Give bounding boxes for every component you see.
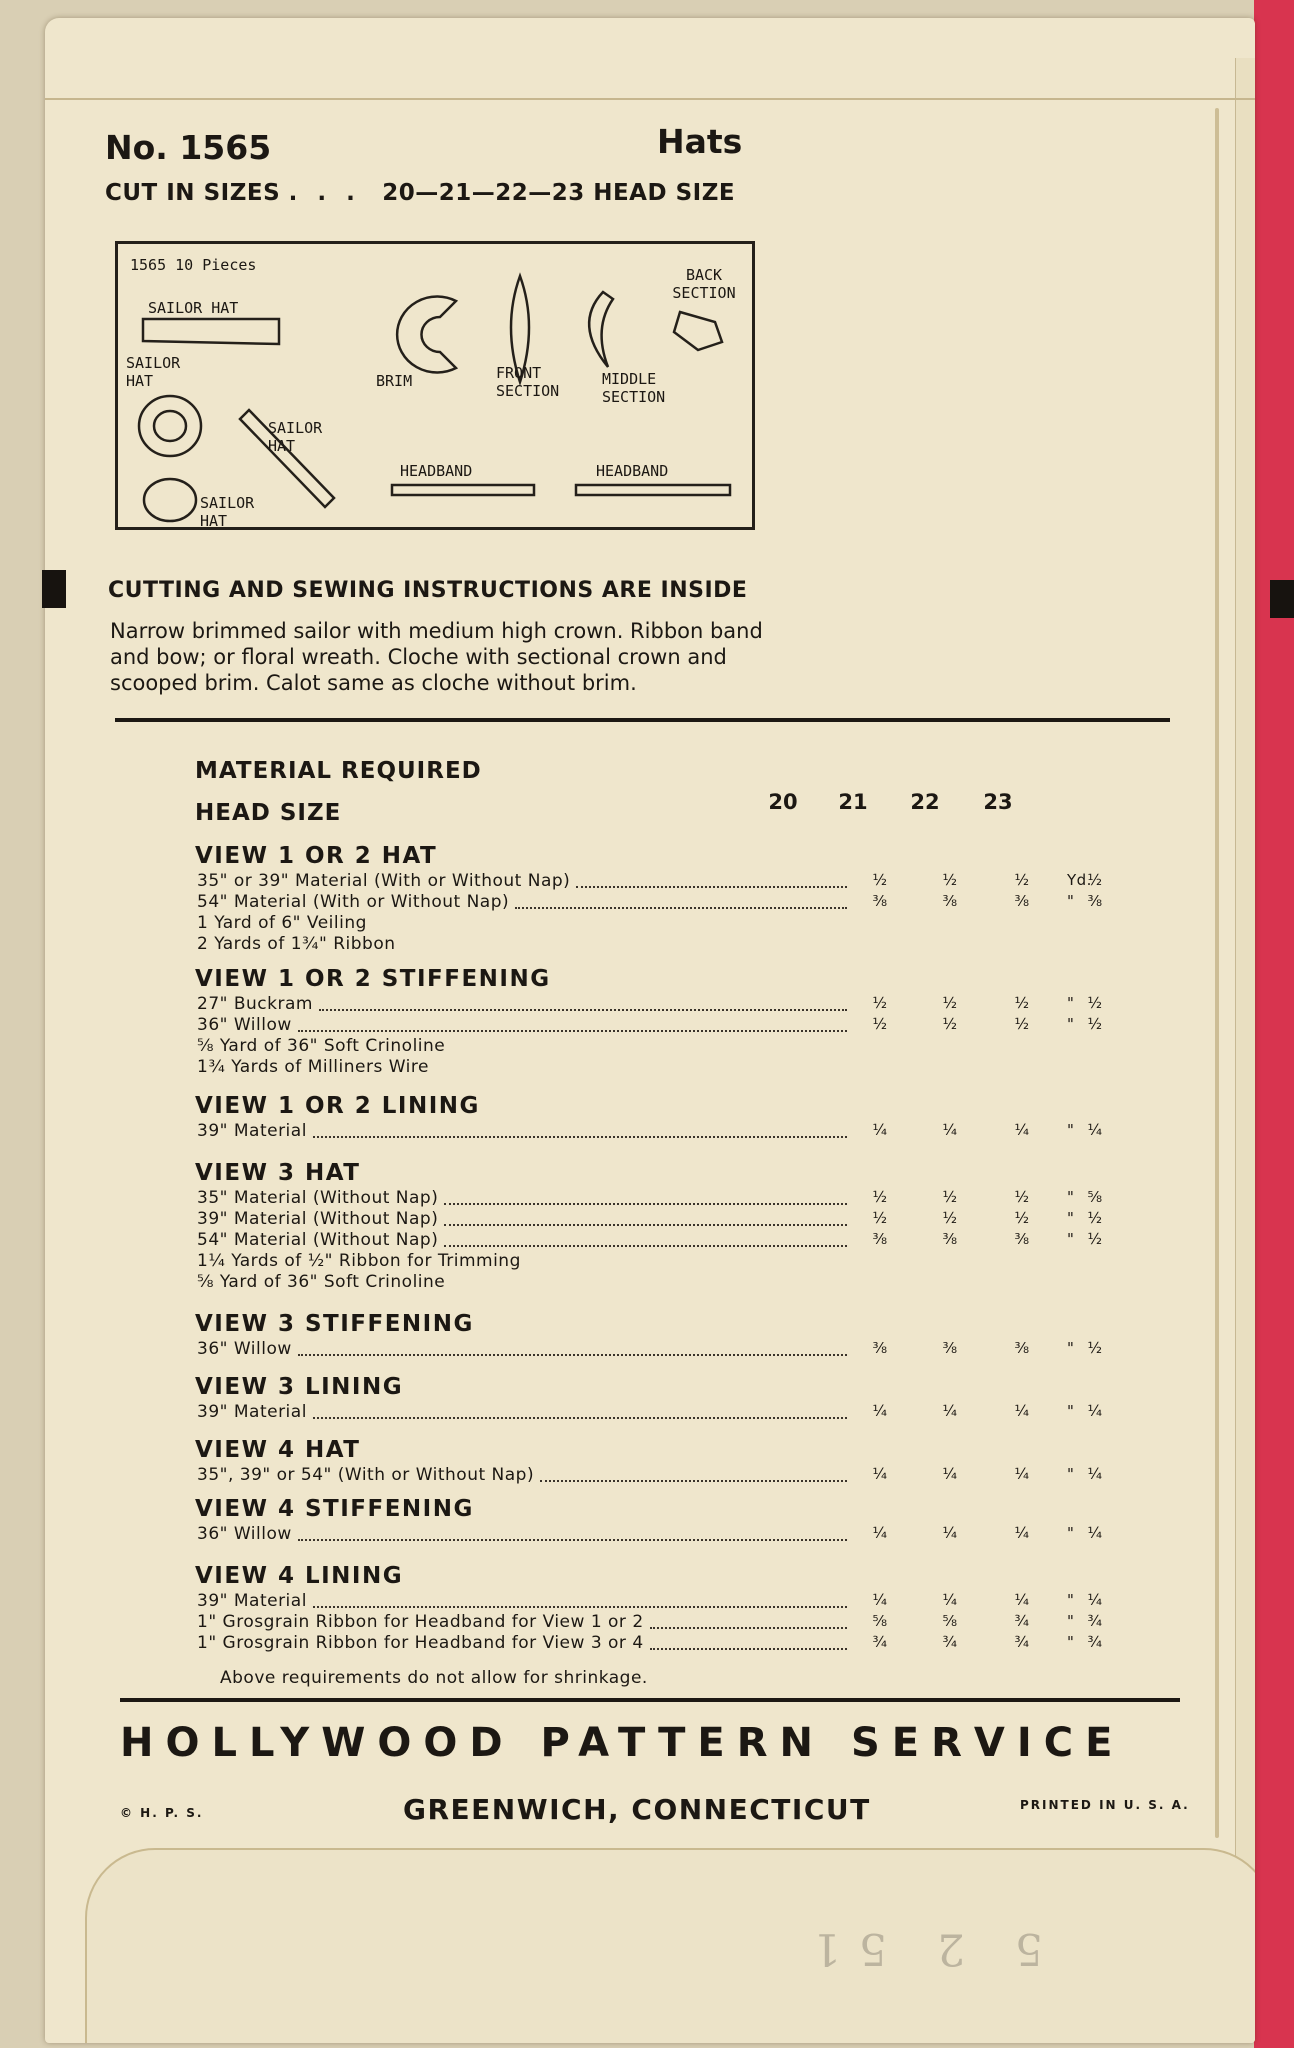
size-value: ⅜ — [872, 892, 888, 910]
section-title: VIEW 1 OR 2 HAT — [195, 843, 438, 869]
unit: " — [1067, 1188, 1075, 1206]
size-value: ⅜ — [872, 1339, 888, 1357]
material-row — [197, 1251, 1157, 1271]
size-value: ¼ — [872, 1402, 888, 1420]
size-value: ¼ — [872, 1465, 888, 1483]
back-section-shape — [674, 312, 722, 350]
size-value: ½ — [942, 1188, 958, 1206]
size-value: ¼ — [1087, 1591, 1103, 1609]
material-row — [197, 1524, 1157, 1544]
size-value: ½ — [1014, 1188, 1030, 1206]
size-value: ½ — [942, 1209, 958, 1227]
material-row — [197, 994, 1157, 1014]
material-item: 39" Material — [197, 1591, 307, 1611]
material-item: 35" or 39" Material (With or Without Nap) — [197, 871, 571, 891]
dot-leader — [650, 1627, 847, 1629]
cut-in-sizes-label: CUT IN SIZES — [105, 180, 281, 206]
material-item: 27" Buckram — [197, 994, 313, 1014]
size-value: ¼ — [1087, 1402, 1103, 1420]
dot-leader — [313, 1136, 847, 1138]
size-value: ½ — [1087, 1339, 1103, 1357]
middle-section-shape — [589, 292, 613, 367]
size-value: ¾ — [872, 1633, 888, 1651]
unit: Yd. — [1067, 871, 1092, 889]
size-value: ¾ — [942, 1633, 958, 1651]
dot-leader — [298, 1030, 847, 1032]
company-city: GREENWICH, CONNECTICUT — [403, 1793, 871, 1826]
size-value: ¼ — [872, 1121, 888, 1139]
size-column-20: 20 — [768, 790, 798, 814]
size-value: ½ — [872, 1015, 888, 1033]
company-name: HOLLYWOOD PATTERN SERVICE — [120, 1720, 1125, 1766]
piece-label: SAILOR HAT — [126, 354, 181, 390]
unit: " — [1067, 1465, 1075, 1483]
material-item: 39" Material (Without Nap) — [197, 1209, 439, 1229]
faded-date-stamp: 5 2 51 — [795, 1923, 1043, 1974]
section-title: VIEW 4 HAT — [195, 1437, 361, 1463]
dot-leader — [313, 1606, 847, 1608]
size-value: ⅜ — [1014, 892, 1030, 910]
material-item: 36" Willow — [197, 1339, 292, 1359]
sizes-line — [105, 180, 735, 206]
size-value: ¼ — [872, 1524, 888, 1542]
size-column-23: 23 — [983, 790, 1013, 814]
dot-leader — [576, 886, 847, 888]
unit: " — [1067, 1612, 1075, 1630]
size-value: ¼ — [1087, 1465, 1103, 1483]
sailor-hat-crown-shape — [144, 479, 196, 521]
material-item: 1¾ Yards of Milliners Wire — [197, 1057, 429, 1077]
material-required-title: MATERIAL REQUIRED — [195, 758, 482, 784]
size-value: ½ — [1087, 1230, 1103, 1248]
dot-leader: . . . — [288, 180, 361, 206]
dot-leader — [650, 1648, 847, 1650]
unit: " — [1067, 1209, 1075, 1227]
size-value: ½ — [1087, 871, 1103, 889]
size-value: ½ — [872, 994, 888, 1012]
material-item: 1 Yard of 6" Veiling — [197, 913, 367, 933]
divider-top — [115, 718, 1170, 722]
material-row — [197, 1402, 1157, 1422]
section-title: VIEW 3 LINING — [195, 1374, 404, 1400]
material-item: 2 Yards of 1¾" Ribbon — [197, 934, 396, 954]
size-column-22: 22 — [910, 790, 940, 814]
material-row — [197, 892, 1157, 912]
material-row — [197, 934, 1157, 954]
size-value: ½ — [942, 1015, 958, 1033]
piece-label: HEADBAND — [400, 462, 473, 480]
dot-leader — [313, 1417, 847, 1419]
material-row — [197, 1612, 1157, 1632]
pattern-description: Narrow brimmed sailor with medium high crown. Ribbon band and bow; or floral wreath. Cloche with sectional crown and scooped brim. Calot same as cloche without brim. — [110, 619, 763, 695]
material-item: ⅝ Yard of 36" Soft Crinoline — [197, 1036, 446, 1056]
material-item: 39" Material — [197, 1121, 307, 1141]
size-value: ¼ — [942, 1402, 958, 1420]
dot-leader — [515, 907, 847, 909]
size-value: ¼ — [1014, 1591, 1030, 1609]
unit: " — [1067, 1121, 1075, 1139]
size-value: ¼ — [942, 1465, 958, 1483]
envelope-back-panel — [1235, 58, 1255, 2043]
unit: " — [1067, 1339, 1075, 1357]
size-value: ¾ — [1014, 1633, 1030, 1651]
size-value: ½ — [1087, 994, 1103, 1012]
material-item: 36" Willow — [197, 1524, 292, 1544]
size-value: ½ — [1014, 871, 1030, 889]
sailor-hat-band-shape — [143, 319, 279, 344]
sailor-hat-brim-shape — [139, 396, 201, 456]
dot-leader — [444, 1245, 847, 1247]
pattern-category: Hats — [657, 122, 743, 161]
size-value: ½ — [872, 1188, 888, 1206]
size-value: ⅜ — [872, 1230, 888, 1248]
dot-leader — [298, 1354, 847, 1356]
registration-mark-right — [1270, 580, 1294, 618]
size-value: ¼ — [1014, 1402, 1030, 1420]
headband-shape-1 — [392, 485, 534, 495]
material-row — [197, 1188, 1157, 1208]
size-value: ½ — [1014, 1015, 1030, 1033]
piece-label: SAILOR HAT — [200, 494, 255, 530]
dot-leader — [298, 1539, 847, 1541]
material-row — [197, 1591, 1157, 1611]
unit: " — [1067, 1591, 1075, 1609]
material-row — [197, 1121, 1157, 1141]
material-row — [197, 1209, 1157, 1229]
envelope-flap-edge — [1215, 108, 1219, 1838]
section-title: VIEW 3 STIFFENING — [195, 1311, 474, 1337]
piece-label: MIDDLE SECTION — [602, 370, 666, 406]
size-value: ¼ — [1087, 1524, 1103, 1542]
unit: " — [1067, 994, 1075, 1012]
copyright: © H. P. S. — [120, 1806, 204, 1820]
size-value: ¼ — [1087, 1121, 1103, 1139]
sizes-range: 20—21—22—23 HEAD SIZE — [382, 180, 736, 206]
size-value: ½ — [1087, 1015, 1103, 1033]
size-value: ¾ — [1087, 1633, 1103, 1651]
size-value: ⅝ — [1087, 1188, 1103, 1206]
unit: " — [1067, 892, 1075, 910]
pattern-number: No. 1565 — [105, 128, 272, 167]
dot-leader — [444, 1203, 847, 1205]
material-item: 1" Grosgrain Ribbon for Headband for View 1 or 2 — [197, 1612, 644, 1632]
red-envelope-edge — [1254, 0, 1294, 2048]
material-item: 54" Material (Without Nap) — [197, 1230, 439, 1250]
material-row — [197, 913, 1157, 933]
size-value: ⅜ — [942, 892, 958, 910]
section-title: VIEW 4 STIFFENING — [195, 1496, 474, 1522]
material-row — [197, 1339, 1157, 1359]
section-title: VIEW 1 OR 2 LINING — [195, 1093, 480, 1119]
material-row — [197, 1230, 1157, 1250]
material-item: 1" Grosgrain Ribbon for Headband for View 3 or 4 — [197, 1633, 644, 1653]
pattern-pieces-diagram — [115, 241, 755, 530]
size-value: ¾ — [1087, 1612, 1103, 1630]
size-value: ⅜ — [1087, 892, 1103, 910]
size-value: ¼ — [1014, 1121, 1030, 1139]
size-value: ⅜ — [942, 1339, 958, 1357]
size-value: ½ — [1014, 1209, 1030, 1227]
size-value: ½ — [1014, 994, 1030, 1012]
section-title: VIEW 1 OR 2 STIFFENING — [195, 966, 551, 992]
piece-label: SAILOR HAT — [268, 419, 323, 455]
material-row — [197, 1465, 1157, 1485]
size-value: ½ — [942, 994, 958, 1012]
dot-leader — [540, 1480, 847, 1482]
printed-in-usa: PRINTED IN U. S. A. — [1020, 1798, 1190, 1812]
size-value: ¾ — [1014, 1612, 1030, 1630]
size-value: ¼ — [872, 1591, 888, 1609]
section-title: VIEW 4 LINING — [195, 1563, 404, 1589]
piece-label: FRONT SECTION — [496, 364, 560, 400]
material-item: 39" Material — [197, 1402, 307, 1422]
divider-bottom — [120, 1698, 1180, 1702]
size-value: ⅜ — [942, 1230, 958, 1248]
size-value: ⅝ — [872, 1612, 888, 1630]
material-item: 54" Material (With or Without Nap) — [197, 892, 510, 912]
registration-mark-left — [42, 570, 66, 608]
pattern-envelope — [45, 18, 1255, 2043]
size-column-21: 21 — [838, 790, 868, 814]
material-row — [197, 871, 1157, 891]
size-value: ½ — [942, 871, 958, 889]
material-row — [197, 1057, 1157, 1077]
envelope-flap-top — [45, 98, 1255, 100]
material-item: 36" Willow — [197, 1015, 292, 1035]
size-value: ⅜ — [1014, 1339, 1030, 1357]
size-value: ¼ — [1014, 1465, 1030, 1483]
size-value: ⅜ — [1014, 1230, 1030, 1248]
piece-label: BRIM — [376, 372, 413, 390]
material-item: 35", 39" or 54" (With or Without Nap) — [197, 1465, 535, 1485]
material-row — [197, 1036, 1157, 1056]
section-title: VIEW 3 HAT — [195, 1160, 361, 1186]
instructions-title: CUTTING AND SEWING INSTRUCTIONS ARE INSIDE — [108, 578, 748, 603]
material-row — [197, 1015, 1157, 1035]
material-item: 35" Material (Without Nap) — [197, 1188, 439, 1208]
size-value: ¼ — [942, 1524, 958, 1542]
unit: " — [1067, 1633, 1075, 1651]
pieces-caption: 1565 10 Pieces — [130, 256, 257, 274]
material-item: ⅝ Yard of 36" Soft Crinoline — [197, 1272, 446, 1292]
unit: " — [1067, 1402, 1075, 1420]
head-size-label: HEAD SIZE — [195, 800, 342, 826]
unit: " — [1067, 1230, 1075, 1248]
material-row — [197, 1272, 1157, 1292]
size-value: ¼ — [1014, 1524, 1030, 1542]
brim-shape — [397, 297, 456, 373]
shrinkage-note: Above requirements do not allow for shrinkage. — [220, 1668, 648, 1688]
unit: " — [1067, 1524, 1075, 1542]
size-value: ½ — [872, 1209, 888, 1227]
size-value: ½ — [1087, 1209, 1103, 1227]
piece-label: SAILOR HAT — [148, 299, 239, 317]
size-value: ¼ — [942, 1121, 958, 1139]
dot-leader — [319, 1009, 847, 1011]
unit: " — [1067, 1015, 1075, 1033]
size-value: ½ — [872, 871, 888, 889]
headband-shape-2 — [576, 485, 730, 495]
size-value: ¼ — [942, 1591, 958, 1609]
material-item: 1¼ Yards of ½" Ribbon for Trimming — [197, 1251, 521, 1271]
material-row — [197, 1633, 1157, 1653]
envelope-bottom-flap — [85, 1848, 1255, 2043]
size-value: ⅝ — [942, 1612, 958, 1630]
piece-label: HEADBAND — [596, 462, 669, 480]
piece-label: BACK SECTION — [672, 266, 736, 302]
dot-leader — [444, 1224, 847, 1226]
